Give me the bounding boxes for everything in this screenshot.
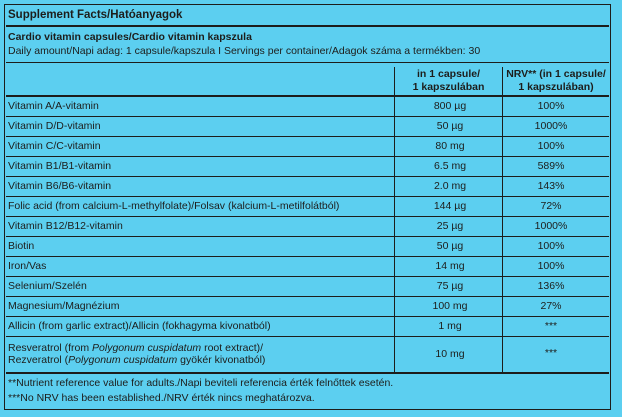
- nutrient-name: Folic acid (from calcium-L-methylfolate)/Folsav (kalcium-L-metilfolátból): [8, 200, 340, 212]
- nutrient-nrv: ***: [544, 347, 558, 359]
- nutrient-nrv: 1000%: [534, 220, 568, 232]
- nutrient-nrv: 100%: [537, 100, 565, 112]
- nutrient-amount: 14 mg: [435, 260, 465, 272]
- nutrient-nrv: 136%: [537, 280, 565, 292]
- nutrient-nrv: 143%: [537, 180, 565, 192]
- nutrient-amount: 25 µg: [436, 220, 464, 232]
- nutrient-name: Vitamin A/A-vitamin: [8, 100, 99, 112]
- nutrient-amount: 50 µg: [436, 240, 464, 252]
- nutrient-name: Vitamin B1/B1-vitamin: [8, 160, 112, 172]
- nutrient-name: Magnesium/Magnézium: [8, 300, 120, 312]
- nutrient-nrv: 100%: [537, 260, 565, 272]
- nutrient-name: Vitamin C/C-vitamin: [8, 140, 101, 152]
- nutrient-amount: 1 mg: [438, 320, 462, 332]
- divider: [6, 372, 609, 374]
- column-divider: [394, 67, 395, 372]
- row-divider: [6, 156, 609, 157]
- nutrient-name: Iron/Vas: [8, 260, 47, 272]
- row-divider: [6, 216, 609, 217]
- row-divider: [6, 236, 609, 237]
- nutrient-amount: 100 mg: [432, 300, 468, 312]
- row-divider: [6, 296, 609, 297]
- nutrient-name: Vitamin B12/B12-vitamin: [8, 220, 123, 232]
- divider: [6, 25, 609, 27]
- divider: [6, 62, 609, 63]
- row-divider: [6, 336, 609, 337]
- nutrient-amount: 800 µg: [433, 100, 467, 112]
- divider: [6, 95, 609, 97]
- row-divider: [6, 276, 609, 277]
- nutrient-amount: 80 mg: [435, 140, 465, 152]
- nutrient-nrv: 27%: [540, 300, 562, 312]
- nutrient-name: Allicin (from garlic extract)/Allicin (fokhagyma kivonatból): [8, 320, 271, 332]
- row-divider: [6, 116, 609, 117]
- nutrient-nrv: 1000%: [534, 120, 568, 132]
- row-divider: [6, 196, 609, 197]
- nutrient-amount: 75 µg: [436, 280, 464, 292]
- nutrient-name: Resveratrol (from Polygonum cuspidatum root extract)/ Rezveratrol (Polygonum cuspidatum gyökér kivonatból): [8, 342, 266, 366]
- nutrient-nrv: 100%: [537, 140, 565, 152]
- row-divider: [6, 256, 609, 257]
- nrv-column-header: NRV** (in 1 capsule/ 1 kapszulában): [506, 68, 606, 93]
- row-divider: [6, 176, 609, 177]
- nutrient-amount: 6.5 mg: [433, 160, 467, 172]
- footnote: **Nutrient reference value for adults./Napi beviteli referencia érték felnőttek esetén.: [8, 377, 394, 389]
- nutrient-nrv: 72%: [540, 200, 562, 212]
- amount-column-header: in 1 capsule/ 1 kapszulában: [412, 68, 485, 93]
- nutrient-amount: 50 µg: [436, 120, 464, 132]
- product-name: Cardio vitamin capsules/Cardio vitamin kapszula: [8, 31, 252, 43]
- nutrient-name: Vitamin B6/B6-vitamin: [8, 180, 112, 192]
- nutrient-name: Selenium/Szelén: [8, 280, 87, 292]
- nutrient-amount: 2.0 mg: [433, 180, 467, 192]
- nutrient-amount: 144 µg: [433, 200, 467, 212]
- row-divider: [6, 316, 609, 317]
- nutrient-name: Vitamin D/D-vitamin: [8, 120, 101, 132]
- nutrient-amount: 10 mg: [435, 348, 465, 360]
- nutrient-nrv: ***: [544, 320, 558, 332]
- row-divider: [6, 136, 609, 137]
- nutrient-nrv: 100%: [537, 240, 565, 252]
- serving-info: Daily amount/Napi adag: 1 capsule/kapszula I Servings per container/Adagok száma a termékben: 30: [8, 45, 481, 57]
- panel-title: Supplement Facts/Hatóanyagok: [8, 9, 183, 21]
- nutrient-nrv: 589%: [537, 160, 565, 172]
- nutrient-name: Biotin: [8, 240, 35, 252]
- footnote: ***No NRV has been established./NRV érték nincs meghatározva.: [8, 392, 315, 404]
